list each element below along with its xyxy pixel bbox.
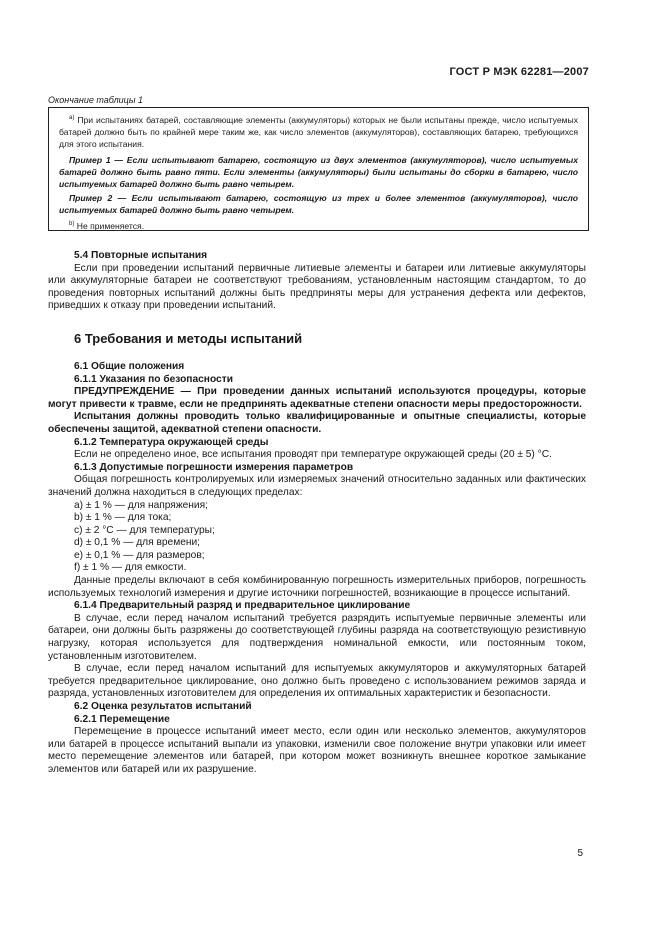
note-b <box>59 220 578 232</box>
tolerance-item: e) ± 0,1 % — для размеров; <box>74 549 205 561</box>
section-6-2-1-text: Перемещение в процессе испытаний имеет место, если один или несколько элементов, аккумуляторов или батарей в процессе испытаний выпали из упаковки, изменили свое положение внутри упаковки или имеет место перемещение элементов или батарей, при котором может возникнуть внешнее короткое замыкание элементов или батарей или их разрушение. <box>48 726 586 775</box>
main-text <box>48 250 586 777</box>
qualified-staff-note: Испытания должны проводить только квалифицированные и опытные специалисты, которые обеспечены защитой, адекватной степени опасности. <box>48 411 586 435</box>
section-5-4-title: 5.4 Повторные испытания <box>74 250 208 261</box>
section-6-1-2-title: 6.1.2 Температура окружающей среды <box>74 436 269 448</box>
note-a-text: При испытаниях батарей, составляющие элементы (аккумуляторы) которых не были испытаны прежде, число испытуемых батарей должно быть по крайней мере таким же, как число элементов (аккумуляторов), составляющих батарею, требующихся для этого испытания. <box>59 115 579 149</box>
note-a <box>59 114 578 150</box>
tolerance-item: d) ± 0,1 % — для времени; <box>74 537 201 549</box>
section-6-1-title: 6.1 Общие положения <box>74 360 185 372</box>
section-6-1-3-after: Данные пределы включают в себя комбинированную погрешность измерительных приборов, погрешность используемых технологий измерения и другие источники погрешностей, возникающие в процессе испытаний. <box>48 575 586 599</box>
section-6-1-3-text: Общая погрешность контролируемых или измеряемых значений относительно заданных или фактических значений должна находиться в следующих пределах: <box>48 474 586 498</box>
section-6-1-1-title: 6.1.1 Указания по безопасности <box>74 373 233 385</box>
table-continuation-caption: Окончание таблицы 1 <box>48 95 143 105</box>
example-2: Пример 2 — Если испытывают батарею, состоящую из трех и более элементов (аккумуляторов), число испытуемых батарей должно быть равно четырем. <box>59 193 578 215</box>
tolerance-item: a) ± 1 % — для напряжения; <box>74 499 208 511</box>
note-a-marker: а) <box>69 115 75 122</box>
section-6-title: 6 Требования и методы испытаний <box>74 330 303 346</box>
tolerance-item: c) ± 2 °С — для температуры; <box>74 524 215 536</box>
section-6-2-1-title: 6.2.1 Перемещение <box>74 713 170 725</box>
section-6-1-3-title: 6.1.3 Допустимые погрешности измерения параметров <box>74 461 354 473</box>
page-number: 5 <box>577 848 583 859</box>
note-b-marker: b) <box>69 221 75 228</box>
example-1: Пример 1 — Если испытывают батарею, состоящую из двух элементов (аккумуляторов), число испытуемых батарей должно быть равно пяти. Если элементы (аккумуляторы) были испытаны до сборки в батарею, число испытуемых батарей должно быть равно четырем. <box>59 155 578 189</box>
document-header-id: ГОСТ Р МЭК 62281—2007 <box>449 66 589 78</box>
section-6-1-4-title: 6.1.4 Предварительный разряд и предварительное циклирование <box>74 600 411 612</box>
tolerance-item: f) ± 1 % — для емкости. <box>74 562 187 574</box>
section-6-1-2-text: Если не определено иное, все испытания проводят при температуре окружающей среды (20 ± 5) °С. <box>74 449 552 461</box>
section-6-2-title: 6.2 Оценка результатов испытаний <box>74 701 252 712</box>
tolerance-list <box>48 500 586 576</box>
tolerance-item: b) ± 1 % — для тока; <box>74 512 172 524</box>
table-notes-box <box>48 107 589 231</box>
section-5-4-text: Если при проведении испытаний первичные литиевые элементы и батареи или литиевые аккумуляторы или аккумуляторные батареи не соответствуют требованиям, установленным настоящим стандартом, то до проведения повторных испытаний должны быть предприняты меры для устранения дефекта или дефектов, приведших к отказу при проведении испытаний. <box>48 262 586 312</box>
section-6-1-4-paragraph-1: В случае, если перед началом испытаний требуется разрядить испытуемые первичные элементы или батареи, они должны быть разряжены до соответствующей глубины разряда на соответствующую резистивную нагрузку, которая используется для подтверждения номинальной емкости, или постоянным током, установленным изготовителем. <box>48 612 586 662</box>
section-6-1-4-paragraph-2: В случае, если перед началом испытаний для испытуемых аккумуляторов и аккумуляторных батарей требуется предварительное циклирование, оно должно быть проведено с использованием режимов заряда и разряда, установленных изготовителем для определения их оптимальных характеристик и безопасности. <box>48 663 586 700</box>
note-b-text: Не применяется. <box>76 221 145 231</box>
safety-warning: ПРЕДУПРЕЖДЕНИЕ — При проведении данных испытаний используются процедуры, которые могут привести к травме, если не предпринять адекватные степени опасности меры предосторожности. <box>48 386 586 410</box>
